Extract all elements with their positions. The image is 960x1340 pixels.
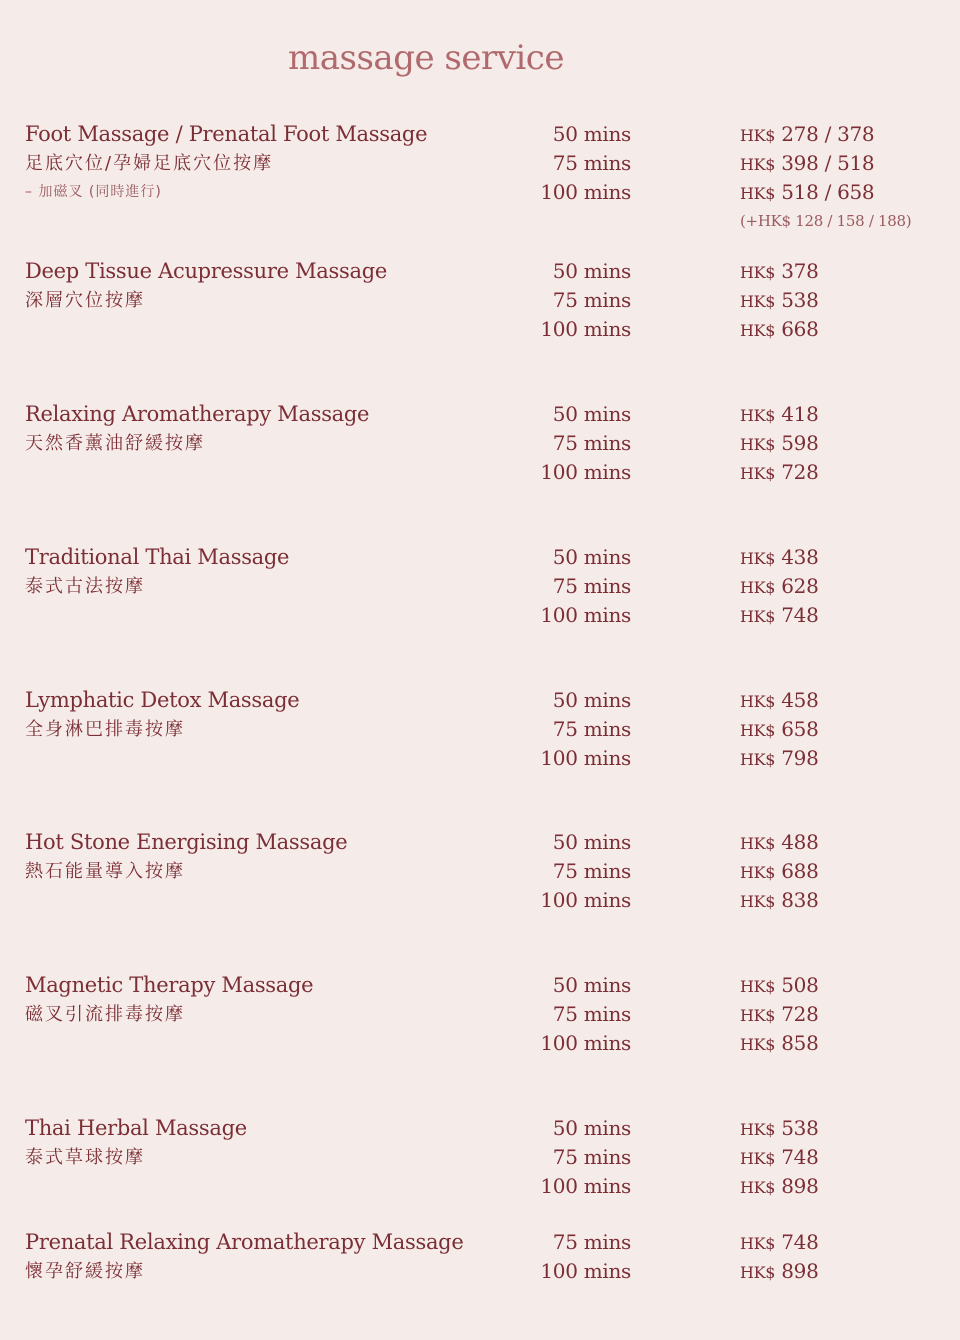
price-value: 838 bbox=[781, 888, 819, 912]
service-price bbox=[740, 715, 819, 745]
service-price bbox=[740, 1000, 819, 1030]
currency-label: HK$ bbox=[740, 1234, 776, 1253]
price-value: 458 bbox=[781, 688, 819, 712]
price-value: 688 bbox=[781, 859, 819, 883]
currency-label: HK$ bbox=[740, 549, 776, 568]
service-name-en: Lymphatic Detox Massage bbox=[25, 688, 300, 712]
service-duration: 75 mins bbox=[552, 574, 631, 598]
service-duration: 50 mins bbox=[552, 402, 631, 426]
currency-label: HK$ bbox=[740, 863, 776, 882]
service-price bbox=[740, 857, 819, 887]
service-duration: 100 mins bbox=[540, 603, 631, 627]
price-value: 438 bbox=[781, 545, 819, 569]
service-price bbox=[740, 1257, 819, 1287]
currency-label: HK$ bbox=[740, 263, 776, 282]
currency-label: HK$ bbox=[740, 977, 776, 996]
currency-label: HK$ bbox=[740, 155, 776, 174]
service-duration: 75 mins bbox=[552, 431, 631, 455]
page-title: massage service bbox=[288, 38, 564, 78]
service-duration: 100 mins bbox=[540, 180, 631, 204]
service-name-zh: 泰式古法按摩 bbox=[25, 576, 145, 597]
service-name-en: Prenatal Relaxing Aromatherapy Massage bbox=[25, 1230, 464, 1254]
service-duration: 75 mins bbox=[552, 151, 631, 175]
service-price bbox=[740, 315, 819, 345]
service-price bbox=[740, 1143, 819, 1173]
service-duration: 75 mins bbox=[552, 1002, 631, 1026]
service-price bbox=[740, 400, 819, 430]
service-addon-price: (+HK$ 128 / 158 / 188) bbox=[740, 212, 912, 230]
price-value: 398 / 518 bbox=[781, 151, 875, 175]
service-price bbox=[740, 601, 819, 631]
service-addon-label: – 加磁叉 (同時進行) bbox=[25, 184, 162, 200]
service-price bbox=[740, 1172, 819, 1202]
service-duration: 100 mins bbox=[540, 1031, 631, 1055]
service-name-zh: 深層穴位按摩 bbox=[25, 290, 145, 311]
service-duration: 50 mins bbox=[552, 688, 631, 712]
service-duration: 50 mins bbox=[552, 259, 631, 283]
currency-label: HK$ bbox=[740, 126, 776, 145]
price-value: 278 / 378 bbox=[781, 122, 875, 146]
price-value: 748 bbox=[781, 1230, 819, 1254]
price-value: 728 bbox=[781, 1002, 819, 1026]
service-name-zh: 懷孕舒緩按摩 bbox=[25, 1261, 145, 1282]
service-price bbox=[740, 1114, 819, 1144]
price-value: 748 bbox=[781, 1145, 819, 1169]
price-value: 418 bbox=[781, 402, 819, 426]
service-duration: 100 mins bbox=[540, 317, 631, 341]
price-value: 488 bbox=[781, 830, 819, 854]
service-price bbox=[740, 971, 819, 1001]
currency-label: HK$ bbox=[740, 1035, 776, 1054]
service-name-zh: 磁叉引流排毒按摩 bbox=[25, 1004, 185, 1025]
service-name-zh: 足底穴位/孕婦足底穴位按摩 bbox=[25, 153, 274, 174]
service-price bbox=[740, 686, 819, 716]
service-name-en: Deep Tissue Acupressure Massage bbox=[25, 259, 387, 283]
service-price bbox=[740, 886, 819, 916]
price-value: 898 bbox=[781, 1259, 819, 1283]
currency-label: HK$ bbox=[740, 692, 776, 711]
price-value: 798 bbox=[781, 746, 819, 770]
service-duration: 50 mins bbox=[552, 122, 631, 146]
currency-label: HK$ bbox=[740, 1178, 776, 1197]
service-price bbox=[740, 257, 819, 287]
currency-label: HK$ bbox=[740, 406, 776, 425]
service-duration: 50 mins bbox=[552, 545, 631, 569]
service-name-en: Traditional Thai Massage bbox=[25, 545, 290, 569]
service-name-en: Relaxing Aromatherapy Massage bbox=[25, 402, 370, 426]
service-price bbox=[740, 429, 819, 459]
currency-label: HK$ bbox=[740, 834, 776, 853]
price-value: 668 bbox=[781, 317, 819, 341]
price-value: 378 bbox=[781, 259, 819, 283]
price-value: 538 bbox=[781, 288, 819, 312]
currency-label: HK$ bbox=[740, 292, 776, 311]
price-value: 628 bbox=[781, 574, 819, 598]
service-duration: 75 mins bbox=[552, 1145, 631, 1169]
currency-label: HK$ bbox=[740, 321, 776, 340]
service-name-zh: 全身淋巴排毒按摩 bbox=[25, 719, 185, 740]
currency-label: HK$ bbox=[740, 750, 776, 769]
service-name-zh: 天然香薰油舒緩按摩 bbox=[25, 433, 205, 454]
service-name-en: Magnetic Therapy Massage bbox=[25, 973, 314, 997]
service-duration: 100 mins bbox=[540, 460, 631, 484]
service-duration: 100 mins bbox=[540, 1174, 631, 1198]
service-price bbox=[740, 1029, 819, 1059]
service-duration: 75 mins bbox=[552, 859, 631, 883]
service-duration: 100 mins bbox=[540, 1259, 631, 1283]
service-price bbox=[740, 149, 874, 179]
service-price bbox=[740, 744, 819, 774]
service-name-en: Thai Herbal Massage bbox=[25, 1116, 247, 1140]
service-price bbox=[740, 120, 874, 150]
service-duration: 50 mins bbox=[552, 830, 631, 854]
price-value: 898 bbox=[781, 1174, 819, 1198]
service-name-zh: 熱石能量導入按摩 bbox=[25, 861, 185, 882]
currency-label: HK$ bbox=[740, 1120, 776, 1139]
currency-label: HK$ bbox=[740, 1006, 776, 1025]
price-value: 858 bbox=[781, 1031, 819, 1055]
service-price bbox=[740, 458, 819, 488]
service-price bbox=[740, 178, 874, 208]
price-value: 538 bbox=[781, 1116, 819, 1140]
service-duration: 50 mins bbox=[552, 973, 631, 997]
service-name-en: Hot Stone Energising Massage bbox=[25, 830, 348, 854]
service-price bbox=[740, 828, 819, 858]
currency-label: HK$ bbox=[740, 721, 776, 740]
currency-label: HK$ bbox=[740, 435, 776, 454]
service-duration: 75 mins bbox=[552, 288, 631, 312]
currency-label: HK$ bbox=[740, 184, 776, 203]
price-value: 518 / 658 bbox=[781, 180, 875, 204]
price-value: 728 bbox=[781, 460, 819, 484]
service-name-en: Foot Massage / Prenatal Foot Massage bbox=[25, 122, 428, 146]
service-price bbox=[740, 286, 819, 316]
service-price bbox=[740, 1228, 819, 1258]
currency-label: HK$ bbox=[740, 1263, 776, 1282]
currency-label: HK$ bbox=[740, 1149, 776, 1168]
currency-label: HK$ bbox=[740, 892, 776, 911]
service-duration: 100 mins bbox=[540, 746, 631, 770]
currency-label: HK$ bbox=[740, 607, 776, 626]
service-duration: 100 mins bbox=[540, 888, 631, 912]
currency-label: HK$ bbox=[740, 578, 776, 597]
service-price bbox=[740, 572, 819, 602]
currency-label: HK$ bbox=[740, 464, 776, 483]
service-price bbox=[740, 543, 819, 573]
service-duration: 75 mins bbox=[552, 1230, 631, 1254]
price-value: 598 bbox=[781, 431, 819, 455]
price-value: 508 bbox=[781, 973, 819, 997]
price-value: 748 bbox=[781, 603, 819, 627]
service-name-zh: 泰式草球按摩 bbox=[25, 1147, 145, 1168]
service-duration: 75 mins bbox=[552, 717, 631, 741]
price-value: 658 bbox=[781, 717, 819, 741]
service-duration: 50 mins bbox=[552, 1116, 631, 1140]
